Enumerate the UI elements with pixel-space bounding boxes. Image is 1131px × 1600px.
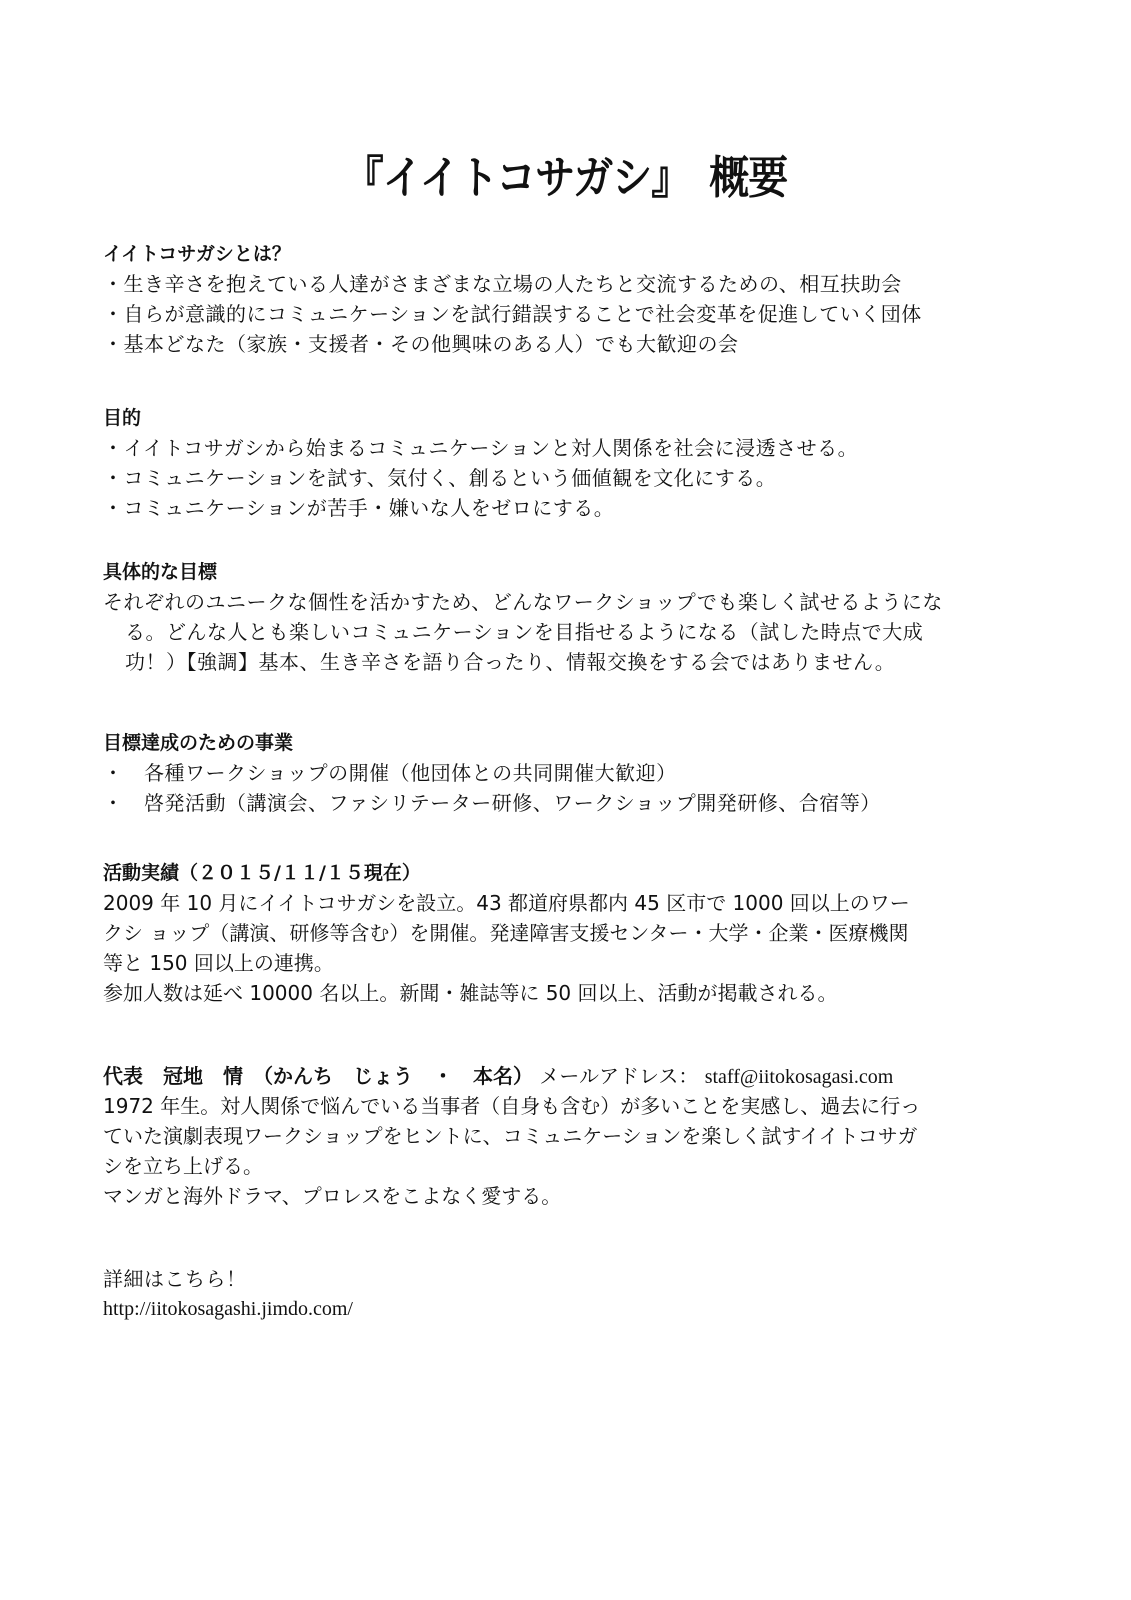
list-item: ・コミュニケーションを試す、気付く、創るという価値観を文化にする。	[103, 466, 777, 490]
paragraph-line: それぞれのユニークな個性を活かすため、どんなワークショップでも楽しく試せるようにな	[103, 590, 943, 614]
section-goals	[103, 557, 1033, 677]
paragraph-line: クシ ョップ（講演、研修等含む）を開催。発達障害支援センター・大学・企業・医療機関	[103, 921, 909, 945]
more-info-label: 詳細はこちら！	[103, 1267, 247, 1291]
paragraph-line: マンガと海外ドラマ、プロレスをこよなく愛する。	[103, 1184, 562, 1208]
representative-name: 代表 冠地 情 （かんち じょう ・ 本名）	[103, 1064, 533, 1088]
list-item: ・コミュニケーションが苦手・嫌いな人をゼロにする。	[103, 496, 615, 520]
email-label: メールアドレス：	[539, 1064, 699, 1088]
section-heading: 具体的な目標	[103, 561, 218, 583]
paragraph-line: 参加人数は延べ 10000 名以上。新聞・雑誌等に 50 回以上、活動が掲載される。	[103, 981, 838, 1005]
paragraph-line: る。どんな人とも楽しいコミュニケーションを目指せるようになる（試した時点で大成	[125, 620, 924, 644]
paragraph-line: シを立ち上げる。	[103, 1154, 263, 1178]
website-link[interactable]: http://iitokosagashi.jimdo.com/	[103, 1298, 353, 1320]
paragraph-line: 2009 年 10 月にイイトコサガシを設立。43 都道府県都内 45 区市で 1000 回以上のワー	[103, 891, 910, 915]
section-projects	[103, 728, 1033, 818]
section-heading: 目標達成のための事業	[103, 732, 294, 754]
list-item: ・基本どなた（家族・支援者・その他興味のある人）でも大歓迎の会	[103, 332, 739, 356]
section-representative	[103, 1061, 1033, 1211]
list-item: ・ 啓発活動（講演会、ファシリテーター研修、ワークショップ開発研修、合宿等）	[103, 791, 881, 815]
page-title: 『イイトコサガシ』 概要	[343, 152, 788, 205]
section-heading: 活動実績（２０１５/１１/１５現在）	[103, 862, 421, 884]
email-link[interactable]: staff@iitokosagasi.com	[704, 1066, 894, 1088]
paragraph-line: 功！）【強調】基本、生き辛さを語り合ったり、情報交換をする会ではありません。	[125, 650, 896, 674]
list-item: ・ 各種ワークショップの開催（他団体との共同開催大歓迎）	[103, 761, 677, 785]
list-item: ・生き辛さを抱えている人達がさまざまな立場の人たちと交流するための、相互扶助会	[103, 272, 902, 296]
list-item: ・自らが意識的にコミュニケーションを試行錯誤することで社会変革を促進していく団体	[103, 302, 922, 326]
section-heading: イイトコサガシとは？	[103, 243, 291, 265]
paragraph-line: 1972 年生。対人関係で悩んでいる当事者（自身も含む）が多いことを実感し、過去に行っ	[103, 1094, 921, 1118]
representative-line	[103, 1061, 1033, 1091]
paragraph-line: ていた演劇表現ワークショップをヒントに、コミュニケーションを楽しく試すイイトコサガ	[103, 1124, 918, 1148]
section-track-record	[103, 858, 1033, 1008]
section-about	[103, 239, 1033, 359]
section-purpose	[103, 403, 1033, 523]
paragraph-line: 等と 150 回以上の連携。	[103, 951, 334, 975]
list-item: ・イイトコサガシから始まるコミュニケーションと対人関係を社会に浸透させる。	[103, 436, 859, 460]
section-more-info	[103, 1264, 1033, 1324]
section-heading: 目的	[103, 407, 142, 429]
